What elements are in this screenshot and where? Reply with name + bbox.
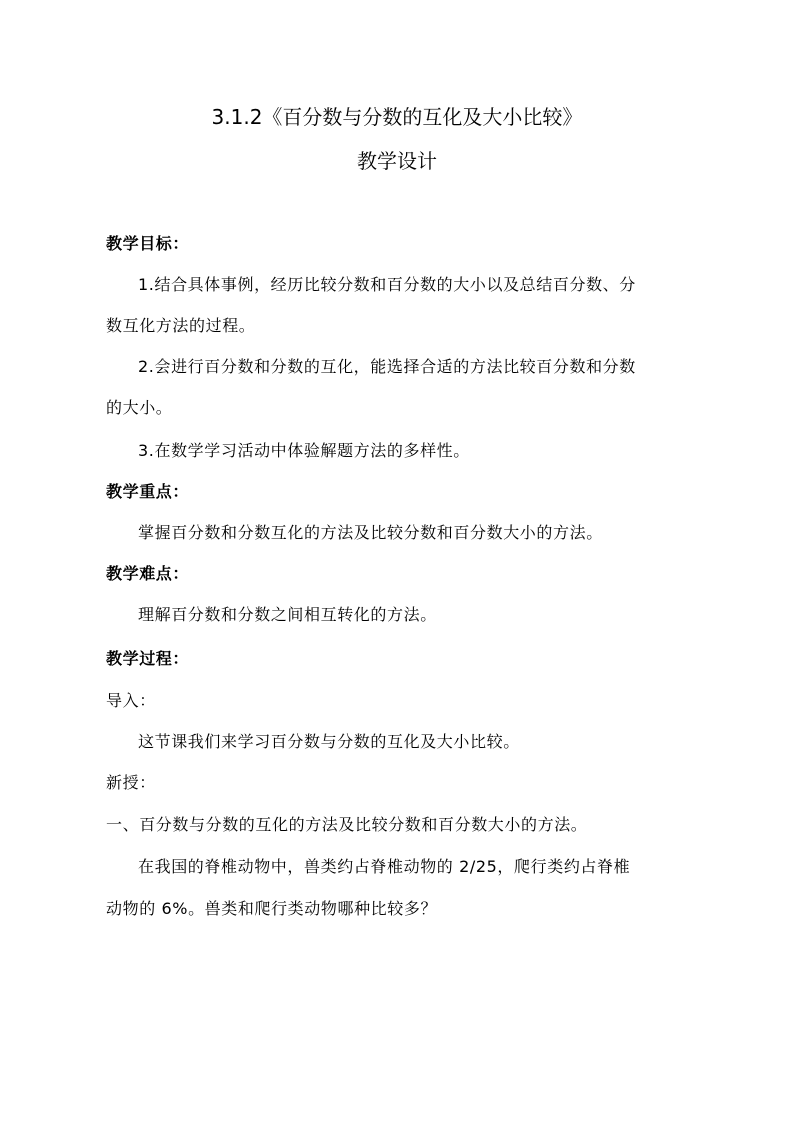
intro-label: 导入：: [106, 691, 156, 710]
goal-3: 3.在数学学习活动中体验解题方法的多样性。: [138, 441, 470, 460]
document-subtitle: 教学设计: [357, 149, 437, 173]
goals-heading: 教学目标：: [106, 234, 190, 253]
example-line-2: 动物的 6%。兽类和爬行类动物哪种比较多？: [106, 899, 438, 918]
key-points-heading: 教学重点：: [106, 482, 190, 501]
goal-1-line-2: 数互化方法的过程。: [106, 316, 256, 335]
difficulty-text: 理解百分数和分数之间相互转化的方法。: [138, 605, 437, 624]
key-points-text: 掌握百分数和分数互化的方法及比较分数和百分数大小的方法。: [138, 523, 603, 542]
new-lesson-label: 新授：: [106, 773, 156, 792]
document-title: 3.1.2《百分数与分数的互化及大小比较》: [211, 105, 583, 129]
goal-2-line-1: 2.会进行百分数和分数的互化，能选择合适的方法比较百分数和分数: [138, 357, 636, 376]
difficulty-heading: 教学难点：: [106, 564, 190, 583]
example-line-1: 在我国的脊椎动物中，兽类约占脊椎动物的 2/25，爬行类约占脊椎: [138, 857, 631, 876]
process-heading: 教学过程：: [106, 649, 190, 668]
goal-1-line-1: 1.结合具体事例，经历比较分数和百分数的大小以及总结百分数、分: [138, 275, 636, 294]
part-1-heading: 一、百分数与分数的互化的方法及比较分数和百分数大小的方法。: [106, 815, 588, 834]
intro-text: 这节课我们来学习百分数与分数的互化及大小比较。: [138, 732, 520, 751]
goal-2-line-2: 的大小。: [106, 398, 173, 417]
